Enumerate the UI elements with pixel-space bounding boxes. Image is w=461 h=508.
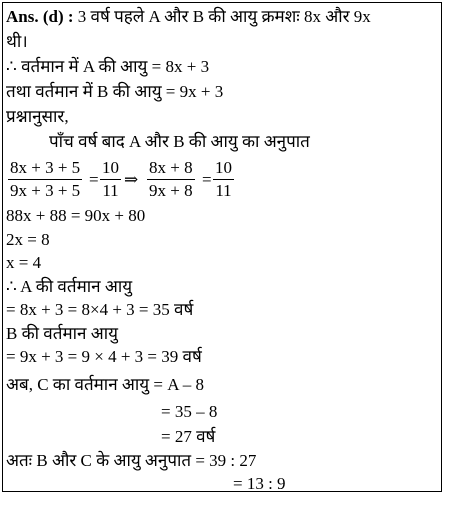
step-12: = 13 : 9 [233, 474, 286, 493]
step-10: = 27 वर्ष [161, 427, 216, 446]
answer-intro-continuation: थी। [6, 32, 28, 51]
step-6: B की वर्तमान आयु [6, 324, 118, 343]
step-11: अतः B और C के आयु अनुपात = 39 : 27 [6, 451, 257, 470]
fraction-3 [147, 158, 195, 201]
step-5: = 8x + 3 = 8×4 + 3 = 35 वर्ष [6, 300, 194, 319]
fraction-1-numerator: 8x + 3 + 5 [8, 158, 82, 180]
step-7: = 9x + 3 = 9 × 4 + 3 = 39 वर्ष [6, 347, 202, 366]
step-4: ∴ A की वर्तमान आयु [6, 277, 133, 296]
fraction-3-numerator: 8x + 8 [147, 158, 195, 180]
step-3: x = 4 [6, 253, 42, 272]
step-9: = 35 – 8 [161, 402, 218, 421]
answer-intro-text: 3 वर्ष पहले A और B की आयु क्रमशः 8x और 9x [77, 7, 371, 26]
implies-arrow: ⇒ [124, 170, 139, 189]
fraction-2 [100, 158, 121, 201]
step-1: 88x + 88 = 90x + 80 [6, 206, 146, 225]
ratio-heading: पाँच वर्ष बाद A और B की आयु का अनुपात [49, 132, 310, 151]
b-present-age-line: तथा वर्तमान में B की आयु = 9x + 3 [6, 82, 224, 101]
fraction-1-denominator: 9x + 3 + 5 [10, 181, 81, 200]
a-present-age-line: ∴ वर्तमान में A की आयु = 8x + 3 [6, 57, 210, 76]
question-reference: प्रश्नानुसार, [6, 107, 69, 126]
fraction-2-numerator: 10 [100, 158, 121, 180]
equals-sign-2: = [202, 170, 212, 189]
step-2: 2x = 8 [6, 230, 50, 249]
fraction-4-numerator: 10 [213, 158, 234, 180]
fraction-1 [8, 158, 82, 201]
answer-header-line [6, 7, 371, 27]
fraction-3-denominator: 9x + 8 [149, 181, 193, 200]
fraction-2-denominator: 11 [102, 181, 119, 200]
answer-label: Ans. (d) : [6, 7, 74, 26]
step-8: अब, C का वर्तमान आयु = A – 8 [6, 375, 205, 394]
fraction-4-denominator: 11 [215, 181, 232, 200]
equals-sign-1: = [89, 170, 99, 189]
fraction-4 [213, 158, 234, 201]
